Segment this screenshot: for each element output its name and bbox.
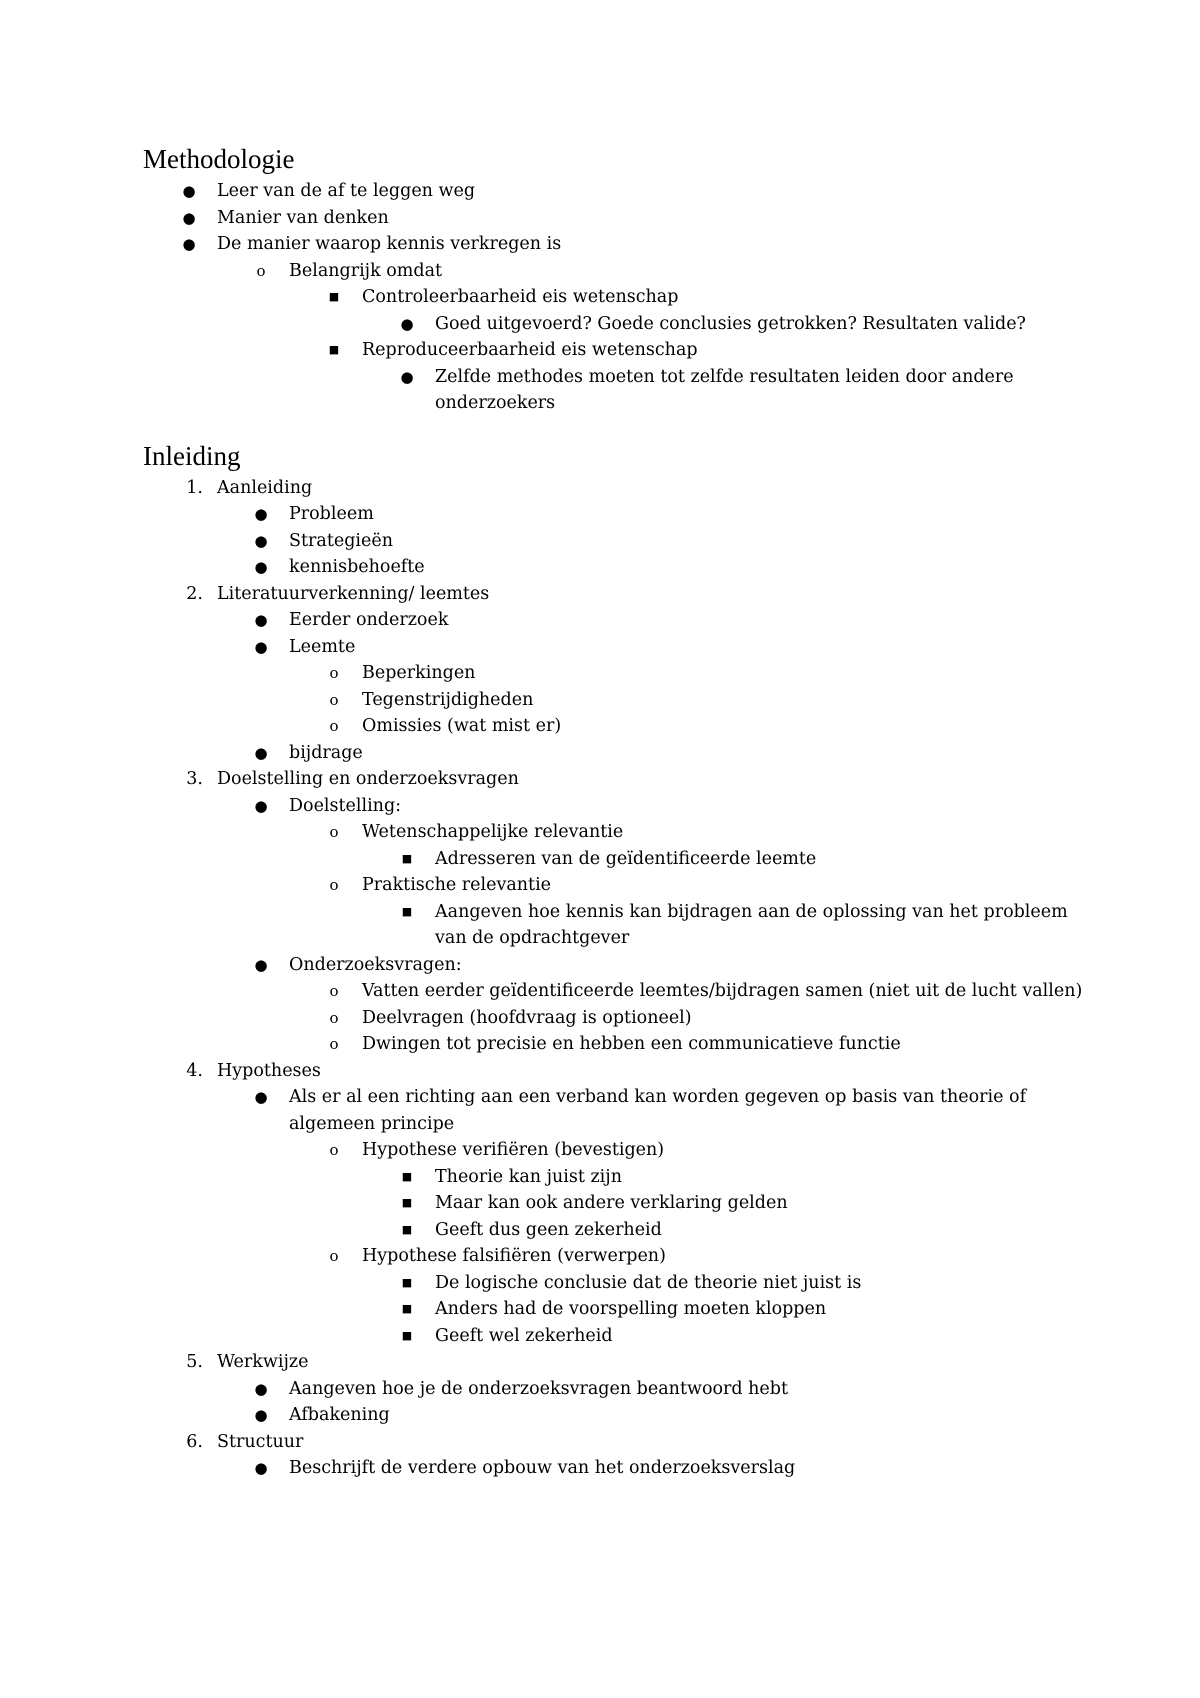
list-item: o Belangrijk omdat <box>143 258 1083 285</box>
bullet-icon: ● <box>254 531 268 550</box>
circle-bullet-icon: o <box>329 690 339 709</box>
bullet-icon: ● <box>254 611 268 629</box>
list-item: o Wetenschappelijke relevantie <box>143 819 1083 846</box>
bullet-icon: ● <box>182 235 196 253</box>
list-item: ● Als er al een richting aan een verband kan worden gegeven op basis van theorie of algemeen principe <box>143 1084 1083 1137</box>
numbered-item: 2. Literatuurverkenning/ leemtes <box>186 583 490 604</box>
list-item: o Omissies (wat mist er) <box>143 713 1083 740</box>
bullet-icon: ● <box>254 637 268 656</box>
list-item: o Hypothese verifiëren (bevestigen) <box>143 1137 1083 1164</box>
list-item: ● Onderzoeksvragen: <box>143 952 1083 979</box>
circle-bullet-icon: o <box>256 261 266 280</box>
list-item: ● Eerder onderzoek <box>143 607 1083 634</box>
list-item: ● De manier waarop kennis verkregen is <box>143 231 1083 258</box>
list-item: ■ Controleerbaarheid eis wetenschap <box>143 284 1083 311</box>
circle-bullet-icon: o <box>329 1035 339 1053</box>
list-item: ■ Reproduceerbaarheid eis wetenschap <box>143 337 1083 364</box>
circle-bullet-icon: o <box>329 1141 339 1159</box>
square-bullet-icon: ■ <box>401 904 413 918</box>
list-item: ● Aangeven hoe je de onderzoeksvragen beantwoord hebt <box>143 1376 1083 1403</box>
circle-bullet-icon: o <box>329 717 339 735</box>
list-item: o Tegenstrijdigheden <box>143 687 1083 714</box>
list-item: ■ Aangeven hoe kennis kan bijdragen aan de oplossing van het probleem van de opdrachtgever <box>143 899 1083 952</box>
circle-bullet-icon: o <box>329 876 339 894</box>
numbered-item: 1. Aanleiding <box>186 477 313 498</box>
list-item: ● Doelstelling: <box>143 793 1083 820</box>
numbered-item: 5. Werkwijze <box>186 1352 309 1372</box>
list-item: ■ Maar kan ook andere verklaring gelden <box>143 1190 1083 1217</box>
list-item: ■ Anders had de voorspelling moeten kloppen <box>143 1296 1083 1323</box>
bullet-icon: ● <box>254 1459 268 1477</box>
list-item: ■ Theorie kan juist zijn <box>143 1164 1083 1191</box>
square-bullet-icon: ■ <box>401 1196 413 1209</box>
bullet-icon: ● <box>400 314 414 333</box>
bullet-icon: ● <box>254 955 268 974</box>
list-item: ■ Adresseren van de geïdentificeerde leemte <box>143 846 1083 873</box>
square-bullet-icon: ■ <box>401 1302 413 1315</box>
list-item: ● Leemte <box>143 634 1083 661</box>
square-bullet-icon: ■ <box>401 1222 413 1236</box>
inleiding-list <box>143 475 1083 1482</box>
numbered-item: 4. Hypotheses <box>186 1060 321 1081</box>
square-bullet-icon: ■ <box>328 290 340 303</box>
list-item: ■ Geeft dus geen zekerheid <box>143 1217 1083 1244</box>
list-item: ● bijdrage <box>143 740 1083 767</box>
list-item: o Dwingen tot precisie en hebben een communicatieve functie <box>143 1031 1083 1058</box>
bullet-icon: ● <box>254 558 268 576</box>
bullet-icon: ● <box>182 208 196 227</box>
square-bullet-icon: ■ <box>401 1275 413 1289</box>
list-item: ● Manier van denken <box>143 205 1083 232</box>
bullet-icon: ● <box>254 1088 268 1106</box>
list-item: ● Beschrijft de verdere opbouw van het onderzoeksverslag <box>143 1455 1083 1482</box>
list-item: o Hypothese falsifiëren (verwerpen) <box>143 1243 1083 1270</box>
circle-bullet-icon: o <box>329 1247 339 1265</box>
list-item: ● Goed uitgevoerd? Goede conclusies getrokken? Resultaten valide? <box>143 311 1083 338</box>
document-content <box>143 142 1083 1482</box>
list-item: ● Strategieën <box>143 528 1083 555</box>
list-item: ● Afbakening <box>143 1402 1083 1429</box>
heading-inleiding: Inleiding <box>143 440 241 471</box>
list-item: ■ Geeft wel zekerheid <box>143 1323 1083 1350</box>
square-bullet-icon: ■ <box>401 851 413 865</box>
bullet-icon: ● <box>254 1379 268 1398</box>
list-item: ● Zelfde methodes moeten tot zelfde resultaten leiden door andere onderzoekers <box>143 364 1083 417</box>
list-item: ● Probleem <box>143 501 1083 528</box>
bullet-icon: ● <box>254 743 268 762</box>
list-item: ● Leer van de af te leggen weg <box>143 178 1083 205</box>
list-item: o Vatten eerder geïdentificeerde leemtes/bijdragen samen (niet uit de lucht vallen) <box>143 978 1083 1005</box>
circle-bullet-icon: o <box>329 664 339 682</box>
numbered-item: 6. Structuur <box>186 1431 304 1452</box>
list-item: o Deelvragen (hoofdvraag is optioneel) <box>143 1005 1083 1032</box>
circle-bullet-icon: o <box>329 982 339 1000</box>
bullet-icon: ● <box>400 367 414 386</box>
list-item: o Beperkingen <box>143 660 1083 687</box>
list-item: ● kennisbehoefte <box>143 554 1083 581</box>
heading-methodologie: Methodologie <box>143 144 295 174</box>
list-item: o Praktische relevantie <box>143 872 1083 899</box>
bullet-icon: ● <box>182 182 196 200</box>
square-bullet-icon: ■ <box>401 1328 413 1342</box>
circle-bullet-icon: o <box>329 823 339 841</box>
numbered-item: 3. Doelstelling en onderzoeksvragen <box>186 769 519 789</box>
circle-bullet-icon: o <box>329 1008 339 1027</box>
square-bullet-icon: ■ <box>401 1169 413 1183</box>
methodologie-list <box>143 178 1083 417</box>
list-item: ■ De logische conclusie dat de theorie niet juist is <box>143 1270 1083 1297</box>
bullet-icon: ● <box>254 796 268 815</box>
bullet-icon: ● <box>254 505 268 523</box>
bullet-icon: ● <box>254 1406 268 1424</box>
square-bullet-icon: ■ <box>328 343 340 356</box>
